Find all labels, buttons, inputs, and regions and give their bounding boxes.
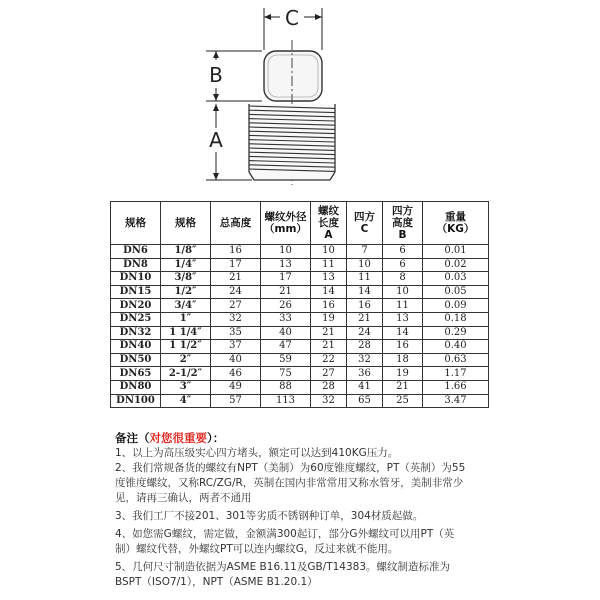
table-cell: DN15 (111, 285, 161, 299)
table-cell: DN80 (111, 380, 161, 394)
table-cell: 0.63 (423, 353, 489, 367)
a-arrow-top (213, 104, 219, 111)
table-cell: 40 (211, 353, 261, 367)
table-cell: 27 (211, 299, 261, 313)
table-cell: DN10 (111, 272, 161, 286)
b-label: B (209, 63, 223, 87)
table-cell: 32 (211, 312, 261, 326)
table-cell: DN65 (111, 367, 161, 381)
table-header-row (111, 202, 489, 245)
table-cell: 27 (311, 367, 347, 381)
a-arrow-bottom (213, 173, 219, 180)
note-line: 2、我们常规备货的螺纹有NPT（美制）为60度锥度螺纹，PT（英制）为55 (115, 462, 466, 474)
notes-title (115, 430, 595, 446)
table-cell: 10 (347, 258, 383, 272)
table-cell: DN100 (111, 394, 161, 408)
table-cell: 2″ (161, 353, 211, 367)
table-cell: 47 (261, 340, 311, 354)
notes-title-warning: 对您很重要 (149, 431, 207, 445)
table-cell: 36 (347, 367, 383, 381)
table-cell: 88 (261, 380, 311, 394)
table-cell: 21 (311, 340, 347, 354)
table-row (111, 272, 489, 286)
table-cell: 1 1/4″ (161, 326, 211, 340)
table-cell: 0.02 (423, 258, 489, 272)
table-header-cell: 螺纹外径 （mm） (261, 202, 311, 245)
table-cell: 32 (347, 353, 383, 367)
table-cell: 0.40 (423, 340, 489, 354)
table-cell: 1/4″ (161, 258, 211, 272)
table-cell: 21 (311, 326, 347, 340)
note-line: 制）螺纹代替，外螺纹PT可以连内螺纹G，反过来就不能用。 (115, 543, 399, 555)
table-header-cell: 螺纹 长度 A (311, 202, 347, 245)
table-cell: 33 (261, 312, 311, 326)
notes-title-suffix: ）： (207, 431, 225, 445)
table-cell: 1.17 (423, 367, 489, 381)
table-cell: 6 (383, 245, 423, 259)
table-cell: 21 (383, 380, 423, 394)
table-row (111, 394, 489, 408)
table-cell: 14 (311, 285, 347, 299)
table-cell: 13 (311, 272, 347, 286)
note-line: 见，请再三确认，两者不通用 (115, 492, 252, 504)
table-cell: 1.66 (423, 380, 489, 394)
table-cell: 21 (211, 272, 261, 286)
table-cell: 19 (383, 367, 423, 381)
note-line: 3、我们工厂不接201、301等劣质不锈钢种订单，304材质起做。 (115, 510, 424, 522)
table-cell: DN50 (111, 353, 161, 367)
table-cell: 65 (347, 394, 383, 408)
threaded-body (249, 104, 335, 180)
table-cell: 11 (347, 272, 383, 286)
table-row (111, 258, 489, 272)
table-cell: 11 (311, 258, 347, 272)
table-cell: 25 (383, 394, 423, 408)
table-cell: 3″ (161, 380, 211, 394)
table-cell: 14 (383, 326, 423, 340)
table-cell: 37 (211, 340, 261, 354)
table-cell: DN32 (111, 326, 161, 340)
table-row (111, 312, 489, 326)
table-row (111, 326, 489, 340)
table-cell: 3/4″ (161, 299, 211, 313)
table-header-cell: 规格 (161, 202, 211, 245)
table-header-cell: 四方 高度 B (383, 202, 423, 245)
table-cell: 0.18 (423, 312, 489, 326)
table-cell: DN25 (111, 312, 161, 326)
table-header-cell: 四方 C (347, 202, 383, 245)
table-cell: 0.05 (423, 285, 489, 299)
table-cell: 0.29 (423, 326, 489, 340)
table-cell: 18 (383, 353, 423, 367)
table-cell: 10 (311, 245, 347, 259)
table-cell: 0.03 (423, 272, 489, 286)
table-cell: 40 (261, 326, 311, 340)
table-cell: 8 (383, 272, 423, 286)
table-cell: 13 (261, 258, 311, 272)
note-line: 度锥度螺纹，又称RC/ZG/R，英制在国内非常常用又称水管牙，美制非常少 (115, 477, 464, 489)
table-header-cell: 重量 （KG） (423, 202, 489, 245)
table-header-cell: 规格 (111, 202, 161, 245)
table-cell: 24 (211, 285, 261, 299)
table-cell: 0.09 (423, 299, 489, 313)
table-cell: 6 (383, 258, 423, 272)
b-arrow-top (213, 51, 219, 58)
table-cell: 35 (211, 326, 261, 340)
table-cell: 26 (261, 299, 311, 313)
spec-table (110, 201, 489, 408)
table-row (111, 285, 489, 299)
table-cell: 113 (261, 394, 311, 408)
b-arrow-bottom (213, 94, 219, 101)
table-row (111, 245, 489, 259)
table-cell: 28 (311, 380, 347, 394)
table-cell: 16 (211, 245, 261, 259)
table-cell: 21 (261, 285, 311, 299)
table-cell: DN40 (111, 340, 161, 354)
table-cell: 28 (347, 340, 383, 354)
table-cell: DN6 (111, 245, 161, 259)
table-header-cell: 总高度 (211, 202, 261, 245)
table-cell: 22 (311, 353, 347, 367)
table-cell: 10 (383, 285, 423, 299)
note-line: 5、几何尺寸制造依据为ASME B16.11及GB/T14383。螺纹制造标准为 (115, 561, 451, 573)
table-cell: 0.01 (423, 245, 489, 259)
table-cell: 1/2″ (161, 285, 211, 299)
table-cell: 14 (347, 285, 383, 299)
table-row (111, 353, 489, 367)
table-cell: 32 (311, 394, 347, 408)
table-cell: DN8 (111, 258, 161, 272)
table-cell: 24 (347, 326, 383, 340)
a-label: A (209, 128, 223, 152)
table-cell: 46 (211, 367, 261, 381)
table-cell: 16 (347, 299, 383, 313)
table-cell: 1/8″ (161, 245, 211, 259)
table-cell: 1″ (161, 312, 211, 326)
table-cell: DN20 (111, 299, 161, 313)
c-arrow-right (315, 14, 322, 20)
table-cell: 1 1/2″ (161, 340, 211, 354)
table-cell: 21 (347, 312, 383, 326)
table-cell: 57 (211, 394, 261, 408)
table-cell: 75 (261, 367, 311, 381)
table-cell: 3.47 (423, 394, 489, 408)
notes-title-prefix: 备注（ (115, 431, 150, 445)
table-cell: 10 (261, 245, 311, 259)
c-arrow-left (264, 14, 271, 20)
table-cell: 19 (311, 312, 347, 326)
table-cell: 49 (211, 380, 261, 394)
table-body (111, 245, 489, 408)
table-row (111, 299, 489, 313)
square-head (264, 51, 322, 101)
table-cell: 16 (383, 340, 423, 354)
notes-section (115, 430, 595, 590)
table-cell: 7 (347, 245, 383, 259)
table-row (111, 367, 489, 381)
table-cell: 3/8″ (161, 272, 211, 286)
note-line: 4、如您需G螺纹，需定做，金额满300起订，部分G外螺纹可以用PT（英 (115, 528, 455, 540)
table-cell: 4″ (161, 394, 211, 408)
table-cell: 2-1/2″ (161, 367, 211, 381)
note-line: BSPT（ISO7/1），NPT（ASME B1.20.1） (115, 576, 318, 588)
table-cell: 17 (261, 272, 311, 286)
table-row (111, 340, 489, 354)
table-cell: 17 (211, 258, 261, 272)
c-label: C (285, 6, 299, 30)
table-cell: 59 (261, 353, 311, 367)
table-cell: 13 (383, 312, 423, 326)
table-cell: 11 (383, 299, 423, 313)
table-cell: 16 (311, 299, 347, 313)
plug-dimension-drawing (0, 0, 600, 195)
table-cell: 41 (347, 380, 383, 394)
table-row (111, 380, 489, 394)
note-line: 1、以上为高压级实心四方堵头，额定可以达到410KG压力。 (115, 447, 399, 459)
